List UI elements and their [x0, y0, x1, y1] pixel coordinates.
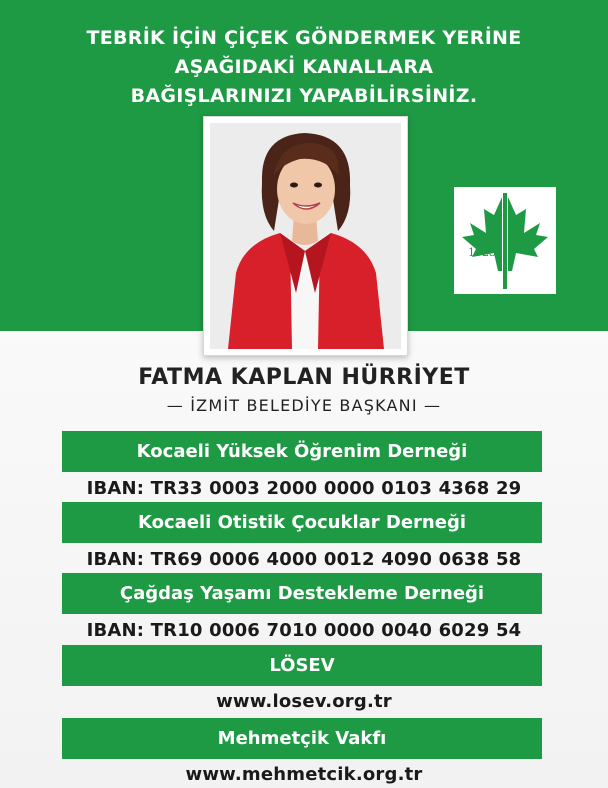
headline: [0, 24, 608, 111]
portrait-frame: [203, 116, 408, 356]
donation-org-2: Kocaeli Otistik Çocuklar Derneği: [62, 502, 542, 543]
maple-leaf-logo: [454, 187, 556, 294]
person-title-row: — İZMİT BELEDİYE BAŞKANI —: [166, 396, 442, 415]
donation-url-4[interactable]: www.losev.org.tr: [216, 691, 392, 712]
maple-leaf-icon: [454, 187, 556, 294]
headline-line-2: AŞAĞIDAKİ KANALLARA: [174, 56, 434, 78]
logo-year: 1923: [468, 246, 496, 259]
portrait-illustration: [210, 123, 401, 349]
person-title: İZMİT BELEDİYE BAŞKANI: [190, 396, 418, 415]
donation-org-5: Mehmetçik Vakfı: [62, 718, 542, 759]
donation-org-3: Çağdaş Yaşamı Destekleme Derneği: [62, 573, 542, 614]
headline-line-3: BAĞIŞLARINIZI YAPABİLİRSİNİZ.: [130, 85, 478, 107]
person-name: FATMA KAPLAN HÜRRİYET: [138, 365, 470, 390]
donation-iban-1: IBAN: TR33 0003 2000 0000 0103 4368 29: [86, 478, 522, 499]
donation-iban-3: IBAN: TR10 0006 7010 0000 0040 6029 54: [86, 620, 522, 641]
portrait-photo: [210, 123, 401, 349]
donation-iban-2: IBAN: TR69 0006 4000 0012 4090 0638 58: [86, 549, 522, 570]
donation-org-4: LÖSEV: [62, 645, 542, 686]
donation-url-5[interactable]: www.mehmetcik.org.tr: [185, 764, 423, 785]
headline-line-1: TEBRİK İÇİN ÇİÇEK GÖNDERMEK YERİNE: [86, 27, 522, 49]
donation-org-1: Kocaeli Yüksek Öğrenim Derneği: [62, 431, 542, 472]
